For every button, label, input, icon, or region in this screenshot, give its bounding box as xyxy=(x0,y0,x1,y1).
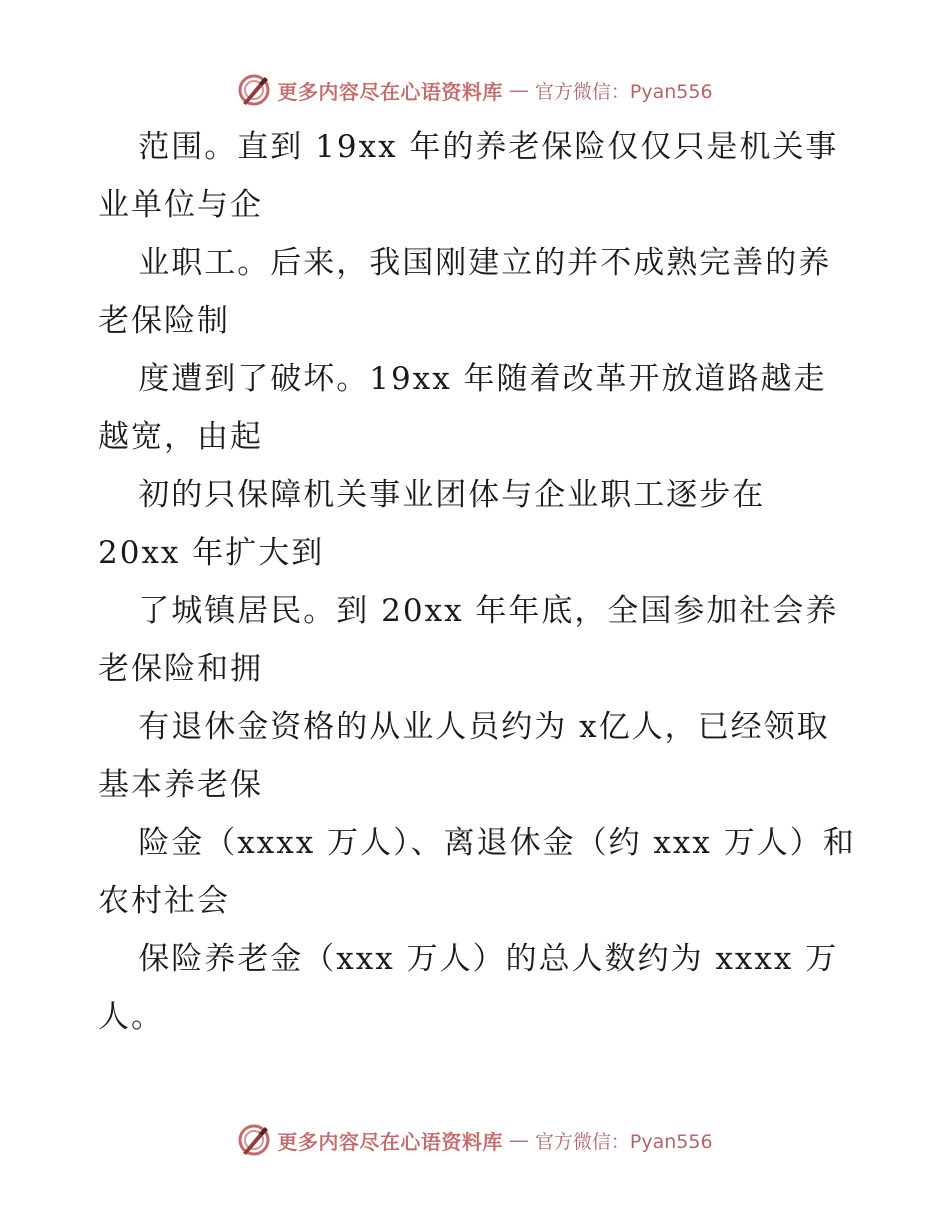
paragraph-4: 初的只保障机关事业团体与企业职工逐步在 20xx 年扩大到 xyxy=(98,477,766,571)
paragraph-8: 保险养老金（xxx 万人）的总人数约为 xxxx 万人。 xyxy=(98,941,839,1035)
quill-pen-logo-icon xyxy=(237,73,271,107)
footer-banner-contact: 官方微信：Pyan556 xyxy=(534,1130,713,1153)
footer-banner-dash: — xyxy=(508,1128,529,1152)
header-banner xyxy=(0,70,950,110)
header-banner-contact: 官方微信：Pyan556 xyxy=(534,80,713,103)
paragraph-2: 业职工。后来，我国刚建立的并不成熟完善的养老保险制 xyxy=(98,245,832,339)
paragraph-3: 度遭到了破坏。19xx 年随着改革开放道路越走越宽，由起 xyxy=(98,361,827,455)
paragraph-6: 有退休金资格的从业人员约为 x亿人，已经领取基本养老保 xyxy=(98,709,830,803)
footer-banner xyxy=(0,1120,950,1160)
paragraph-1: 范围。直到 19xx 年的养老保险仅仅只是机关事业单位与企 xyxy=(98,129,839,223)
header-banner-title: 更多内容尽在心语资料库 xyxy=(277,79,503,104)
document-body xyxy=(98,118,858,1046)
paragraph-5: 了城镇居民。到 20xx 年年底，全国参加社会养老保险和拥 xyxy=(98,593,839,687)
footer-banner-title: 更多内容尽在心语资料库 xyxy=(277,1129,503,1154)
quill-pen-logo-icon xyxy=(237,1123,271,1157)
header-banner-dash: — xyxy=(508,78,529,102)
paragraph-7: 险金（xxxx 万人）、离退休金（约 xxx 万人）和农村社会 xyxy=(98,825,856,919)
